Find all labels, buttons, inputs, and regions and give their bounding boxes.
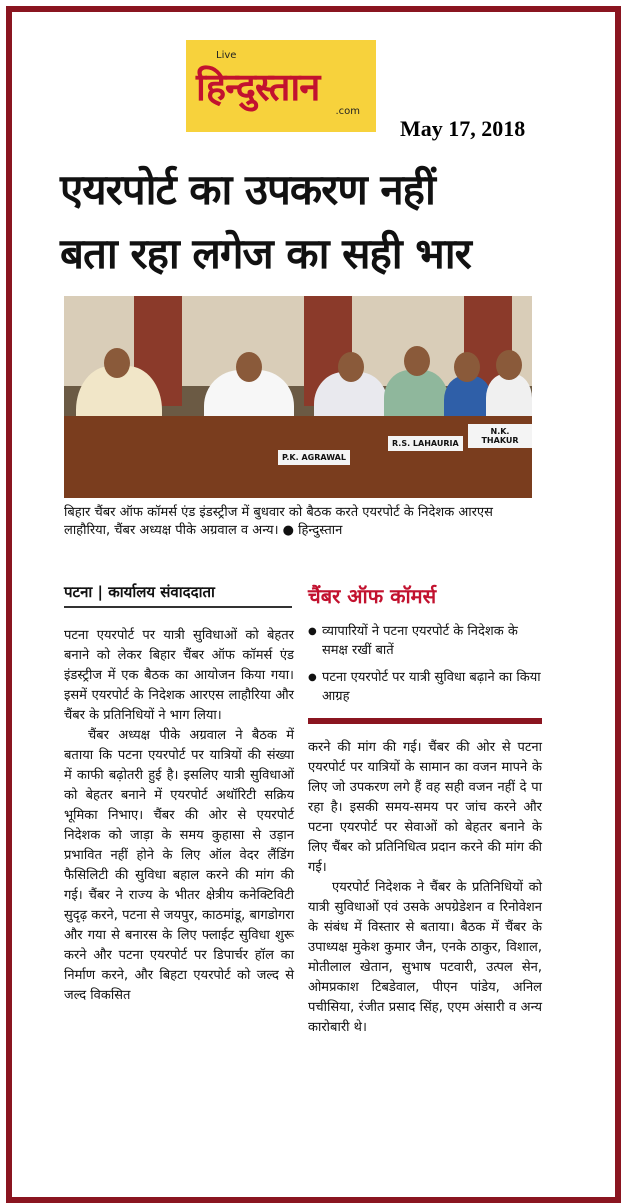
logo-main-text: हिन्दुस्तान (196, 65, 320, 109)
photo-person-head (338, 352, 364, 382)
headline-line-2: बता रहा लगेज का सही भार (60, 229, 471, 278)
photo-nameplate: N.K. THAKUR (468, 424, 532, 448)
photo-person-head (236, 352, 262, 382)
photo-person-head (404, 346, 430, 376)
article-paragraph: एयरपोर्ट निदेशक ने चैंबर के प्रतिनिधियों को यात्री सुविधाओं एवं उसके अपग्रेडेशन व रिनोवेशन के संबंध में विस्तार से बताया। बैठक में चैंबर के उपाध्यक्ष मुकेश कुमार जैन, एनके ठाकुर, विशाल, मोतीलाल खेतान, सुभाष पटवारी, उत्पल सेन, ओमप्रकाश टिबडेवाल, पीएन पांडेय, अनिल पचीसिया, रंजीत प्रसाद सिंह, एएम अंसारी व अन्य कारोबारी थे। (308, 880, 542, 1035)
logo-live-text: Live (216, 50, 237, 61)
photo-person-head (454, 352, 480, 382)
article-column-1 (64, 626, 294, 1006)
sidebar-point: ● व्यापारियों ने पटना एयरपोर्ट के निदेशक के समक्ष रखीं बातें (308, 622, 542, 660)
photo-nameplate: P.K. AGRAWAL (278, 450, 350, 465)
publication-date: May 17, 2018 (400, 116, 526, 141)
dateline-rule (64, 606, 292, 608)
logo-suffix-text: .com (335, 106, 360, 117)
article-column-2 (308, 738, 542, 1038)
meeting-photo (64, 296, 532, 498)
sidebar-point: ● पटना एयरपोर्ट पर यात्री सुविधा बढ़ाने का किया आग्रह (308, 668, 542, 706)
photo-person-head (104, 348, 130, 378)
article-paragraph: करने की मांग की गई। चैंबर की ओर से पटना एयरपोर्ट पर यात्रियों के सामान का वजन मापने के लिए जो उपकरण लगे हैं वह सही वजन नहीं दे पा रहा है। इसकी समय-समय पर जांच करने और पटना एयरपोर्ट पर सेवाओं को बेहतर बनाने के लिए चैंबर को प्रतिनिधित्व प्रदान करने की मांग की गई। (308, 740, 542, 875)
photo-person-head (496, 350, 522, 380)
sidebar-points (308, 622, 542, 714)
article-paragraph: पटना एयरपोर्ट पर यात्री सुविधाओं को बेहतर बनाने को लेकर बिहार चैंबर ऑफ कॉमर्स एंड इंडस्ट्रीज में एक बैठक का आयोजन किया गया। इसमें एयरपोर्ट के निदेशक आरएस लाहौरिया और चैंबर के प्रतिनिधियों ने भाग लिया। (64, 628, 294, 723)
article-paragraph: चैंबर अध्यक्ष पीके अग्रवाल ने बैठक में बताया कि पटना एयरपोर्ट पर यात्रियों की संख्या में काफी बढ़ोतरी हुई है। इसलिए यात्री सुविधाओं को बेहतर बनाने में एयरपोर्ट अथॉरिटी सक्रिय भूमिका निभाए। चैंबर की ओर से एयरपोर्ट निदेशक को जाड़ा के समय कुहासा से उड़ान प्रभावित नहीं होने के लिए ऑल वेदर लैंडिंग फैसिलिटी की सुविधा बहाल करने की मांग की गई। चैंबर ने राज्य के भीतर क्षेत्रीय कनेक्टिविटी सुदृढ़ करने, पटना से जयपुर, काठमांडू, बागडोगरा और गया से बनारस के लिए फ्लाईट सुविधा शुरू करने और पटना एयरपोर्ट पर डिपार्चर हॉल का निर्माण करने, और बिहटा एयरपोर्ट को जल्द से जल्द विकसित (64, 728, 294, 1003)
sidebar-title: चैंबर ऑफ कॉमर्स (308, 584, 437, 608)
photo-caption: बिहार चैंबर ऑफ कॉमर्स एंड इंडस्ट्रीज में बुधवार को बैठक करते एयरपोर्ट के निदेशक आरएस लाहौरिया, चैंबर अध्यक्ष पीके अग्रवाल व अन्य। ● हिन्दुस्तान (64, 505, 493, 538)
dateline: पटना | कार्यालय संवाददाता (64, 583, 215, 601)
headline-line-1: एयरपोर्ट का उपकरण नहीं (60, 165, 435, 214)
newspaper-logo (186, 40, 376, 132)
photo-nameplate: R.S. LAHAURIA (388, 436, 463, 451)
sidebar-rule (308, 718, 542, 724)
